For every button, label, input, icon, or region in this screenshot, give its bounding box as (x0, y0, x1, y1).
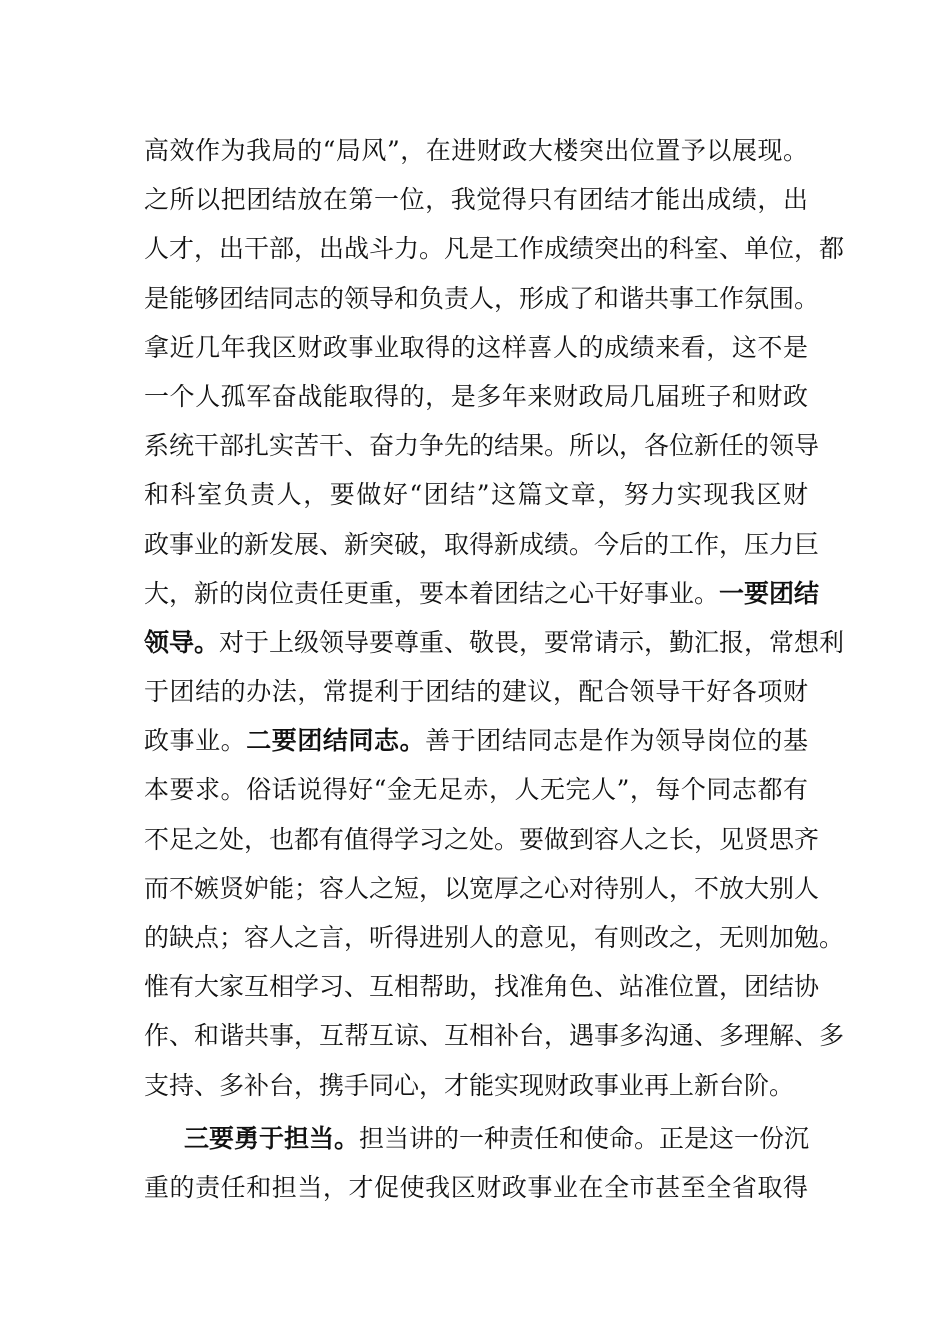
text-line (144, 864, 820, 913)
text-run: 不足之处，也都有值得学习之处。要做到容人之长，见贤思齐 (144, 824, 820, 854)
text-run: 对于上级领导要尊重、敬畏，要常请示，勤汇报，常想利 (219, 627, 845, 657)
text-run: 拿近几年我区财政事业取得的这样喜人的成绩来看，这不是 (144, 332, 808, 362)
text-run: 作、和谐共事，互帮互谅、互相补台，遇事多沟通、多理解、多 (144, 1021, 845, 1051)
text-run: 于团结的办法，常提利于团结的建议，配合领导干好各项财 (144, 677, 808, 707)
text-run: 人才，出干部，出战斗力。凡是工作成绩突出的科室、单位，都 (144, 234, 845, 264)
text-line (144, 126, 808, 175)
text-run: 的缺点；容人之言，听得进别人的意见，有则改之，无则加勉。 (144, 923, 845, 952)
text-run: 是能够团结同志的领导和负责人，形成了和谐共事工作氛围。 (144, 283, 820, 313)
text-run: 担当讲的一种责任和使命。正是这一份沉 (359, 1123, 810, 1153)
text-line (144, 913, 845, 962)
text-run: 和科室负责人，要做好“团结”这篇文章，努力实现我区财 (144, 480, 808, 510)
bold-heading-run: 领导。 (144, 627, 220, 657)
bold-heading-run: 一要团结 (719, 578, 820, 608)
bold-heading-run: 二要团结同志。 (246, 726, 426, 756)
text-run: 而不嫉贤妒能；容人之短，以宽厚之心对待别人，不放大别人 (144, 873, 820, 903)
text-line (144, 175, 808, 224)
text-run: 高效作为我局的“局风”，在进财政大楼突出位置予以展现。 (144, 136, 808, 165)
text-run: 政事业。 (144, 726, 247, 756)
text-line (144, 569, 820, 618)
text-line (144, 667, 808, 716)
text-run: 一个人孤军奋战能取得的，是多年来财政局几届班子和财政 (144, 381, 808, 411)
text-run: 之所以把团结放在第一位，我觉得只有团结才能出成绩，出 (144, 185, 808, 215)
text-line (144, 323, 808, 372)
text-run: 大，新的岗位责任更重，要本着团结之心干好事业。 (144, 578, 720, 608)
text-run: 善于团结同志是作为领导岗位的基 (425, 726, 808, 756)
text-line (144, 470, 808, 519)
text-line (144, 1114, 808, 1163)
text-run: 系统干部扎实苦干、奋力争先的结果。所以，各位新任的领导 (144, 431, 820, 461)
bold-heading-run: 三要勇于担当。 (184, 1123, 360, 1153)
text-line (144, 421, 820, 470)
text-run: 惟有大家互相学习、互相帮助，找准角色、站准位置，团结协 (144, 972, 820, 1002)
text-line (144, 962, 820, 1011)
text-run: 政事业的新发展、新突破，取得新成绩。今后的工作，压力巨 (144, 529, 820, 559)
text-line (144, 274, 820, 323)
text-run: 本要求。俗话说得好“金无足赤，人无完人”，每个同志都有 (144, 775, 808, 805)
body-text (144, 126, 845, 1212)
text-line (144, 1011, 845, 1060)
text-line (144, 520, 820, 569)
text-line (144, 224, 845, 273)
text-line (144, 1163, 808, 1212)
text-run: 重的责任和担当，才促使我区财政事业在全市甚至全省取得 (144, 1172, 808, 1202)
text-line (144, 815, 820, 864)
text-line (144, 765, 808, 814)
text-line (144, 1061, 808, 1110)
text-line (144, 372, 808, 421)
text-line (144, 618, 845, 667)
text-line (144, 716, 808, 765)
text-run: 支持、多补台，携手同心，才能实现财政事业再上新台阶。 (144, 1070, 795, 1100)
